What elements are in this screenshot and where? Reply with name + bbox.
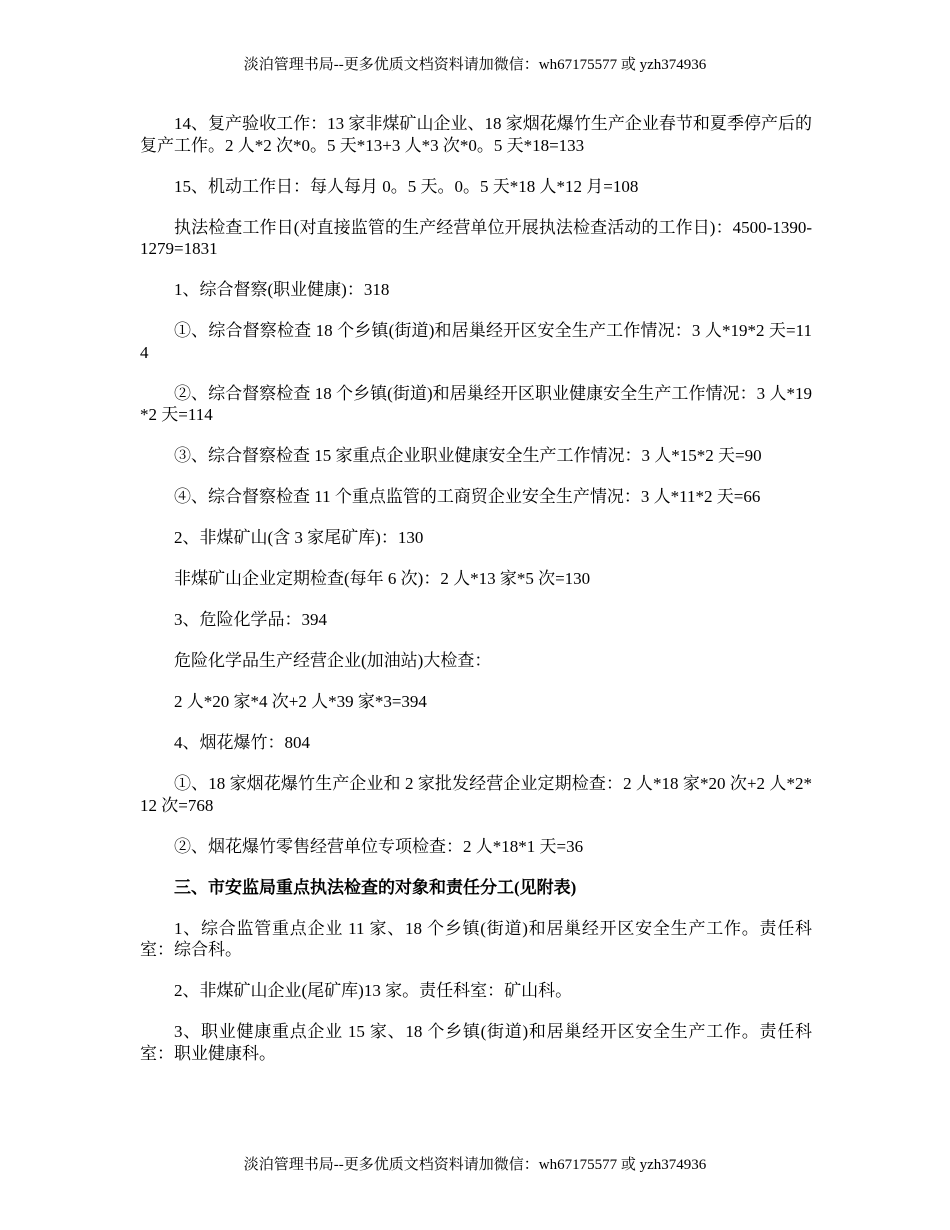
paragraph: 执法检查工作日(对直接监管的生产经营单位开展执法检查活动的工作日)：4500-1390-1279=1831 bbox=[140, 217, 812, 258]
section-heading: 三、市安监局重点执法检查的对象和责任分工(见附表) bbox=[174, 877, 577, 897]
paragraph: ④、综合督察检查 11 个重点监管的工商贸企业安全生产情况：3 人*11*2 天=66 bbox=[174, 487, 761, 506]
paragraph: ①、18 家烟花爆竹生产企业和 2 家批发经营企业定期检查：2 人*18 家*20 次+2 人*2*12 次=768 bbox=[140, 774, 812, 815]
paragraph: 15、机动工作日：每人每月 0。5 天。0。5 天*18 人*12 月=108 bbox=[174, 176, 639, 196]
paragraph: ②、烟花爆竹零售经营单位专项检查：2 人*18*1 天=36 bbox=[174, 836, 584, 856]
paragraph: 非煤矿山企业定期检查(每年 6 次)：2 人*13 家*5 次=130 bbox=[174, 569, 591, 588]
paragraph: 2、非煤矿山(含 3 家尾矿库)：130 bbox=[174, 528, 424, 547]
paragraph: ①、综合督察检查 18 个乡镇(街道)和居巢经开区安全生产工作情况：3 人*19*2 天=114 bbox=[140, 321, 812, 362]
paragraph: 2、非煤矿山企业(尾矿库)13 家。责任科室：矿山科。 bbox=[174, 981, 573, 1000]
paragraph: 1、综合督察(职业健康)：318 bbox=[174, 280, 390, 299]
paragraph: ②、综合督察检查 18 个乡镇(街道)和居巢经开区职业健康安全生产工作情况：3 人*19*2 天=114 bbox=[140, 383, 812, 424]
paragraph: 4、烟花爆竹：804 bbox=[174, 733, 310, 752]
page-footer: 淡泊管理书局--更多优质文档资料请加微信：wh67175577 或 yzh374936 bbox=[243, 1157, 707, 1173]
document-body bbox=[140, 113, 812, 1084]
paragraph: 3、危险化学品：394 bbox=[174, 610, 327, 629]
paragraph: ③、综合督察检查 15 家重点企业职业健康安全生产工作情况：3 人*15*2 天=90 bbox=[174, 446, 762, 465]
paragraph: 3、职业健康重点企业 15 家、18 个乡镇(街道)和居巢经开区安全生产工作。责任科室：职业健康科。 bbox=[140, 1022, 812, 1063]
paragraph: 危险化学品生产经营企业(加油站)大检查： bbox=[174, 651, 492, 670]
paragraph: 14、复产验收工作：13 家非煤矿山企业、18 家烟花爆竹生产企业春节和夏季停产后的复产工作。2 人*2 次*0。5 天*13+3 人*3 次*0。5 天*18=133 bbox=[140, 114, 812, 155]
paragraph: 1、综合监管重点企业 11 家、18 个乡镇(街道)和居巢经开区安全生产工作。责任科室：综合科。 bbox=[140, 918, 812, 959]
paragraph: 2 人*20 家*4 次+2 人*39 家*3=394 bbox=[174, 692, 427, 711]
page-header: 淡泊管理书局--更多优质文档资料请加微信：wh67175577 或 yzh374936 bbox=[243, 57, 707, 73]
